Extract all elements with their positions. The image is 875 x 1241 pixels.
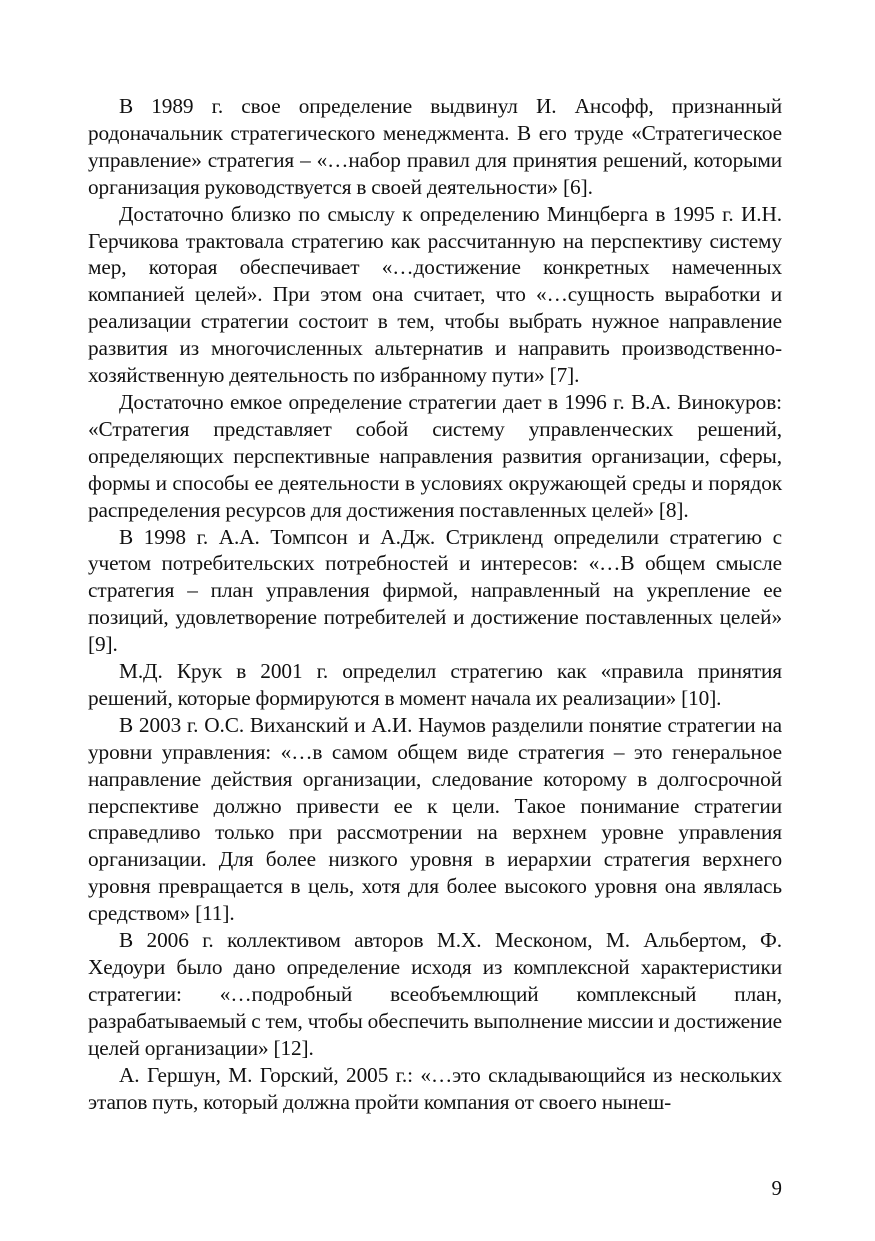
paragraph-ansoff: В 1989 г. свое определение выдвинул И. Ансофф, признанный родоначальник стратегического менеджмента. В его труде «Стратегическое управление» стратегия – «…набор правил для принятия решений, которыми организация руководствуется в своей деятельности» [6]. <box>88 94 782 199</box>
paragraph-kruk: М.Д. Крук в 2001 г. определил стратегию как «правила принятия решений, которые формируются в момент начала их реализации» [10]. <box>88 659 782 710</box>
paragraph-vikhansky-naumov: В 2003 г. О.С. Виханский и А.И. Наумов разделили понятие стратегии на уровни управления: «…в самом общем виде стратегия – это генеральное направление действия организации, следование которому в долгосрочной перспективе должно привести ее к цели. Такое понимание стратегии справедливо только при рассмотрении на верхнем уровне управления организации. Для более низкого уровня в иерархии стратегия верхнего уровня превращается в цель, хотя для более высокого уровня она являлась средством» [11]. <box>88 712 782 926</box>
paragraph-mescon-albert-khedouri: В 2006 г. коллективом авторов М.Х. Месконом, М. Альбертом, Ф. Хедоури было дано определение исходя из комплексной характеристики стратегии: «…подробный всеобъемлющий комплексный план, разрабатываемый с тем, чтобы обеспечить выполнение миссии и достижение целей организации» [12]. <box>88 928 782 1060</box>
page-number: 9 <box>771 1176 782 1200</box>
paragraph-gershun-gorsky: А. Гершун, М. Горский, 2005 г.: «…это складывающийся из нескольких этапов путь, который должна пройти компания от своего нынеш- <box>88 1062 782 1114</box>
paragraph-thompson-strickland: В 1998 г. А.А. Томпсон и А.Дж. Стрикленд определили стратегию с учетом потребительских потребностей и интересов: «…В общем смысле стратегия – план управления фирмой, направленный на укрепление ее позиций, удовлетворение потребителей и достижение поставленных целей» [9]. <box>88 524 782 657</box>
paragraph-gerchikova: Достаточно близко по смыслу к определению Минцберга в 1995 г. И.Н. Герчикова трактовала стратегию как рассчитанную на перспективу систему мер, которая обеспечивает «…достижение конкретных намеченных компанией целей». При этом она считает, что «…сущность выработки и реализации стратегии состоит в тем, чтобы выбрать нужное направление развития из многочисленных альтернатив и направить производственно-хозяйственную деятельность по избранному пути» [7]. <box>88 201 782 388</box>
paragraph-vinokurov: Достаточно емкое определение стратегии дает в 1996 г. В.А. Винокуров: «Стратегия представляет собой систему управленческих решений, определяющих перспективные направления развития организации, сферы, формы и способы ее деятельности в условиях окружающей среды и порядок распределения ресурсов для достижения поставленных целей» [8]. <box>88 389 782 522</box>
page-body <box>88 93 782 1115</box>
